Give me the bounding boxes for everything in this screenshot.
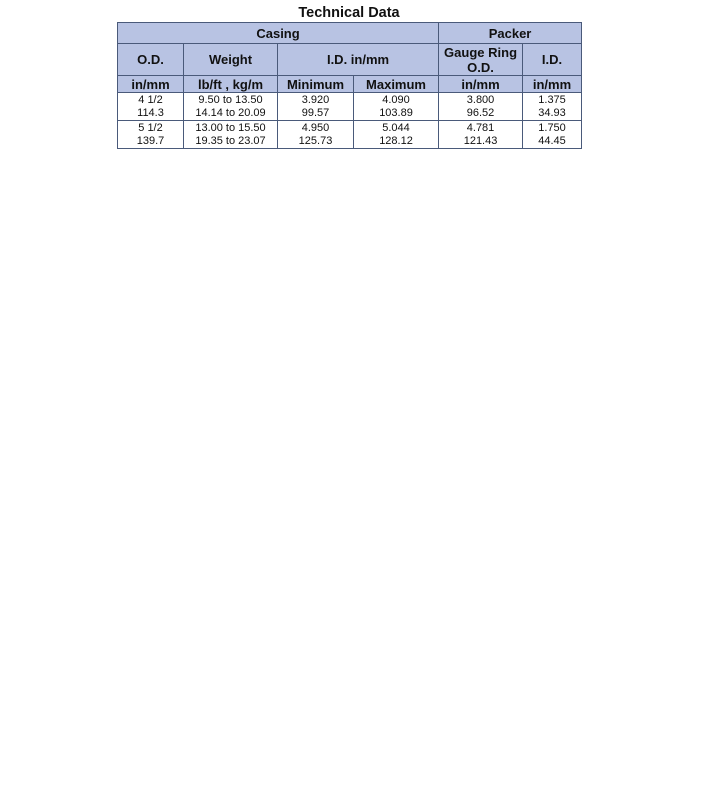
weight-cell — [184, 93, 278, 121]
casing-group-header: Casing — [118, 23, 439, 44]
id-min-cell — [278, 121, 354, 149]
od-cell — [118, 121, 184, 149]
id-max-mm: 128.12 — [379, 134, 413, 147]
packer-id-in: 1.750 — [538, 121, 566, 134]
id-min-in: 4.950 — [301, 121, 330, 134]
id-header: I.D. in/mm — [278, 44, 439, 76]
gauge-mm: 121.43 — [463, 134, 498, 147]
id-min-cell — [278, 93, 354, 121]
od-unit: in/mm — [118, 76, 184, 93]
packer-id-header: I.D. — [523, 44, 582, 76]
table-row — [118, 93, 582, 121]
od-mm: 139.7 — [136, 134, 165, 147]
gauge-in: 3.800 — [466, 93, 495, 106]
weight-lbft: 13.00 to 15.50 — [195, 121, 266, 134]
weight-cell — [184, 121, 278, 149]
packer-id-mm: 44.45 — [538, 134, 566, 147]
packer-id-cell — [523, 93, 582, 121]
id-min-mm: 99.57 — [301, 106, 330, 119]
id-min-mm: 125.73 — [298, 134, 333, 147]
weight-kgm: 19.35 to 23.07 — [195, 134, 266, 147]
od-in: 5 1/2 — [138, 121, 163, 134]
od-header: O.D. — [118, 44, 184, 76]
id-min-in: 3.920 — [301, 93, 330, 106]
id-max-cell — [354, 121, 439, 149]
technical-data-table — [117, 22, 582, 149]
gauge-in: 4.781 — [466, 121, 495, 134]
od-in: 4 1/2 — [138, 93, 163, 106]
column-header-row — [118, 44, 582, 76]
packer-id-in: 1.375 — [538, 93, 566, 106]
gauge-cell — [439, 93, 523, 121]
weight-header: Weight — [184, 44, 278, 76]
technical-data-section — [117, 4, 581, 149]
id-max-in: 5.044 — [382, 121, 410, 134]
gauge-unit: in/mm — [439, 76, 523, 93]
packer-id-cell — [523, 121, 582, 149]
weight-unit: lb/ft , kg/m — [184, 76, 278, 93]
id-maximum-header: Maximum — [354, 76, 439, 93]
od-cell — [118, 93, 184, 121]
group-header-row — [118, 23, 582, 44]
weight-kgm: 14.14 to 20.09 — [195, 106, 266, 119]
packer-group-header: Packer — [439, 23, 582, 44]
gauge-mm: 96.52 — [466, 106, 495, 119]
units-row — [118, 76, 582, 93]
table-title: Technical Data — [298, 5, 400, 21]
gauge-header-line1: Gauge — [444, 44, 485, 60]
packer-id-mm: 34.93 — [538, 106, 566, 119]
id-max-in: 4.090 — [382, 93, 410, 106]
id-max-mm: 103.89 — [379, 106, 413, 119]
packer-id-unit: in/mm — [523, 76, 582, 93]
id-max-cell — [354, 93, 439, 121]
od-mm: 114.3 — [137, 106, 164, 119]
id-minimum-header: Minimum — [278, 76, 354, 93]
weight-lbft: 9.50 to 13.50 — [198, 93, 263, 106]
gauge-cell — [439, 121, 523, 149]
table-row — [118, 121, 582, 149]
gauge-header-line2: Ring O.D. — [467, 44, 518, 75]
gauge-ring-od-header — [439, 44, 523, 76]
